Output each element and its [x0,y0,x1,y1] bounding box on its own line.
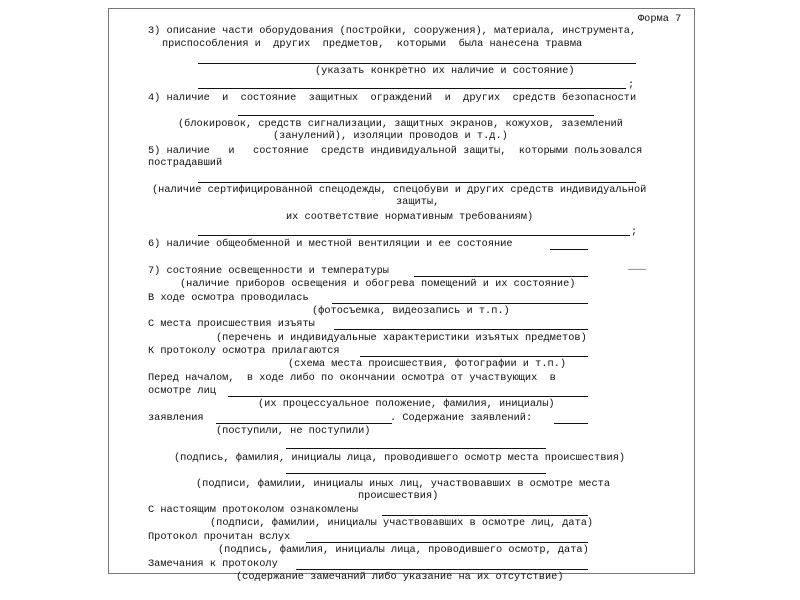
during-blank[interactable] [332,303,588,304]
before-line2: осмотре лиц [148,385,216,397]
item5-line2: пострадавший [148,157,223,169]
attached-blank[interactable] [360,356,588,357]
item3-line2: приспособления и других предметов, которыми была нанесена травма [162,38,583,50]
item5-hint1: (наличие сертифицированной спецодежды, спецобуви и других средств индивидуальной [152,184,647,196]
item3-blank-1[interactable] [198,63,636,64]
before-line1: Перед началом, в ходе либо по окончании осмотра от участвующих в [148,372,556,384]
item5-hint2: защиты, [396,196,440,208]
signature2-blank[interactable] [286,473,546,474]
acquainted-label: С настоящим протоколом ознакомлены [148,504,359,516]
item6-label: 6) наличие общеобменной и местной вентиляции и ее состояние [148,238,513,250]
item5-semicolon: ; [631,226,638,238]
statements-hint: (поступили, не поступили) [216,425,371,437]
item4-hint2: (занулений), изоляции проводов и т.д.) [273,130,508,142]
item4-hint1: (блокировок, средств сигнализации, защитных экранов, кожухов, заземлений [178,118,623,130]
acquainted-blank[interactable] [382,515,588,516]
remarks-blank[interactable] [296,569,588,570]
signature1-hint: (подпись, фамилия, инициалы лица, проводившего осмотр места происшествия) [174,452,626,464]
attached-hint: (схема места происшествия, фотографии и т.п.) [288,358,567,370]
signature2-hint2: происшествия) [358,490,439,502]
item6-blank[interactable] [550,249,588,250]
statements-content-blank[interactable] [554,423,588,424]
item5-line1: 5) наличие и состояние средств индивидуальной защиты, которыми пользовался [148,145,643,157]
item3-line1: 3) описание части оборудования (постройки, сооружения), материала, инструмента, [148,25,637,37]
seized-blank[interactable] [334,329,588,330]
signature1-blank[interactable] [286,448,546,449]
statements-blank[interactable] [216,423,392,424]
during-hint: (фотосъемка, видеозапись и т.п.) [312,305,510,317]
remarks-hint: (содержание замечаний либо указание на их отсутствие) [236,571,564,583]
during-label: В ходе осмотра проводилась [148,292,309,304]
statements-label: заявления [148,412,204,424]
signature2-hint1: (подписи, фамилии, инициалы иных лиц, участвовавших в осмотре места [196,478,611,490]
acquainted-hint: (подписи, фамилии, инициалы участвовавших в осмотре лиц, дата) [210,517,594,529]
read-label: Протокол прочитан вслух [148,531,291,543]
read-hint: (подпись, фамилия, инициалы лица, проводившего осмотр, дата) [218,544,589,556]
item5-blank-1[interactable] [198,182,636,183]
statements-content-label: . Содержание заявлений: [390,412,533,424]
item3-hint: (указать конкретно их наличие и состояние) [315,65,575,77]
item7-blank[interactable] [414,276,588,277]
item3-blank-2[interactable] [198,88,626,89]
item7-line1: 7) состояние освещенности и температуры [148,265,389,277]
seized-hint: (перечень и индивидуальные характеристики изъятых предметов) [216,332,587,344]
item5-hint3: их соответствие нормативным требованиям) [286,211,534,223]
form-label: Форма 7 [638,13,682,25]
seized-label: С места происшествия изъяты [148,318,315,330]
item5-blank-2[interactable] [198,235,630,236]
remarks-label: Замечания к протоколу [148,558,278,570]
item4-line1: 4) наличие и состояние защитных ограждений и других средств безопасности [148,92,637,104]
item3-semicolon: ; [628,79,635,91]
before-hint: (их процессуальное положение, фамилия, инициалы) [258,398,555,410]
attached-label: К протоколу осмотра прилагаются [148,345,340,357]
read-blank[interactable] [306,542,588,543]
item7-hint: (наличие приборов освещения и обогрева помещений и их состояние) [180,278,576,290]
item4-blank[interactable] [238,115,594,116]
item7-dots: ……… [628,263,647,274]
before-blank[interactable] [228,396,588,397]
